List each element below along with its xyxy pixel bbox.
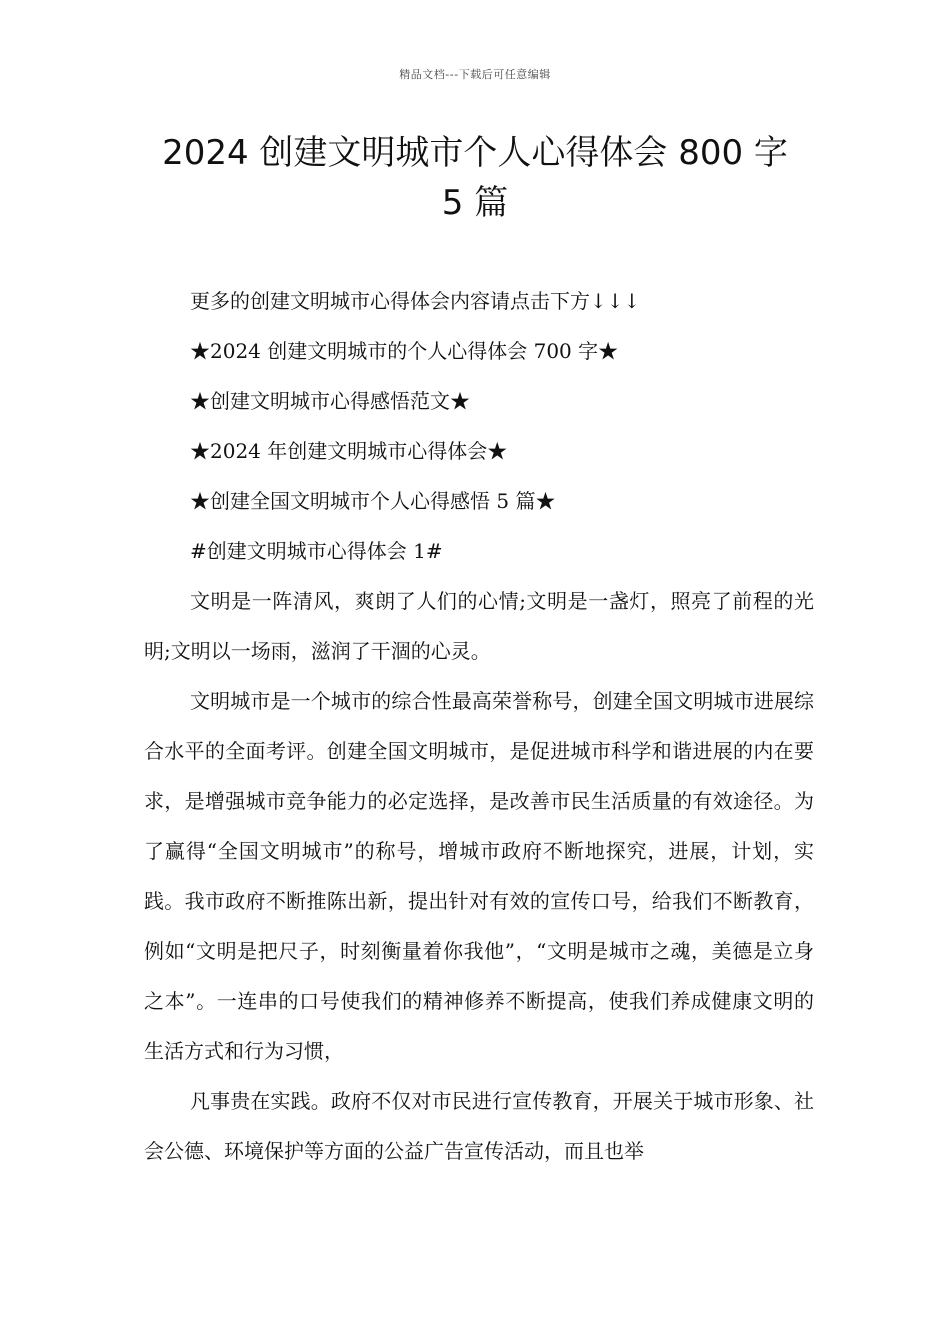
- paragraph-3: 凡事贵在实践。政府不仅对市民进行宣传教育，开展关于城市形象、社会公德、环境保护等方面的公益广告宣传活动，而且也举: [144, 1089, 814, 1163]
- document-body: [144, 276, 814, 1176]
- related-link-3[interactable]: ★2024 年创建文明城市心得体会★: [190, 439, 508, 463]
- paragraph-2: 文明城市是一个城市的综合性最高荣誉称号，创建全国文明城市进展综合水平的全面考评。创建全国文明城市，是促进城市科学和谐进展的内在要求，是增强城市竞争能力的必定选择，是改善市民生活质量的有效途径。为了赢得“全国文明城市”的称号，增城市政府不断地探究，进展，计划，实践。我市政府不断推陈出新，提出针对有效的宣传口号，给我们不断教育，例如“文明是把尺子，时刻衡量着你我他”，“文明是城市之魂，美德是立身之本”。一连串的口号使我们的精神修养不断提高，使我们养成健康文明的生活方式和行为习惯，: [144, 689, 814, 1063]
- page-header: 精品文档---下载后可任意编辑: [399, 68, 551, 81]
- related-link-4[interactable]: ★创建全国文明城市个人心得感悟 5 篇★: [190, 489, 556, 513]
- related-link-1[interactable]: ★2024 创建文明城市的个人心得体会 700 字★: [190, 339, 619, 363]
- title-line-1: 2024 创建文明城市个人心得体会 800 字: [162, 133, 788, 173]
- document-title: [120, 128, 830, 228]
- intro-more-text: 更多的创建文明城市心得体会内容请点击下方↓↓↓: [190, 289, 641, 313]
- title-line-2: 5 篇: [441, 183, 509, 223]
- related-link-2[interactable]: ★创建文明城市心得感悟范文★: [190, 389, 470, 413]
- section-heading: #创建文明城市心得体会 1#: [190, 539, 443, 563]
- paragraph-1: 文明是一阵清风，爽朗了人们的心情;文明是一盏灯，照亮了前程的光明;文明以一场雨，滋润了干涸的心灵。: [144, 589, 814, 663]
